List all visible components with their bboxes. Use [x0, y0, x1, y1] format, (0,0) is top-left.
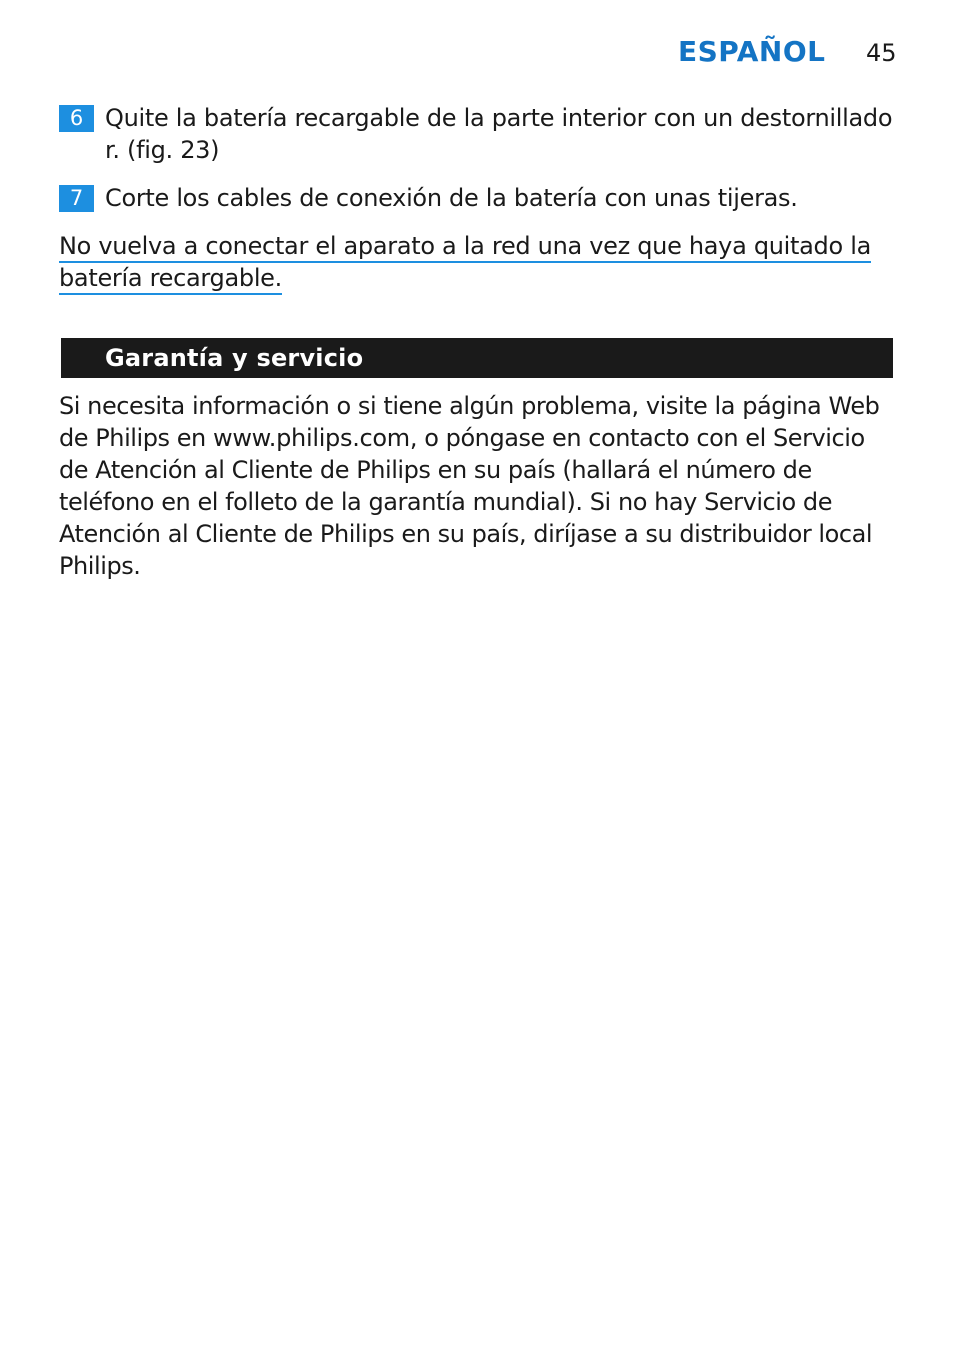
warning-note [59, 230, 879, 294]
section-title: Garantía y servicio [105, 344, 364, 372]
language-header: ESPAÑOL [678, 35, 826, 68]
body-text-start: Si necesita información o si tiene algún problema, visite la página Web de Philips en [59, 392, 880, 452]
step-text: Quite la batería recargable de la parte interior con un destornillado r. (fig. 23) [105, 104, 893, 164]
step-6 [59, 102, 899, 166]
warning-text: No vuelva a conectar el aparato a la red una vez que haya quitado la batería recargable. [59, 232, 871, 295]
section-header-bar [61, 338, 893, 378]
page-number: 45 [866, 39, 897, 67]
philips-website-link[interactable]: www.philips.com [213, 424, 410, 452]
step-7 [59, 182, 899, 214]
step-number-badge: 7 [59, 185, 94, 212]
section-body [59, 390, 899, 582]
body-text-end: , o póngase en contacto con el Servicio de Atención al Cliente de Philips en su país (hallará el número de teléfono en el folleto de la garantía mundial). Si no hay Servicio de Atención al Cliente de Philips en su país, diríjase a su distribuidor local Philips. [59, 424, 873, 580]
step-text: Corte los cables de conexión de la batería con unas tijeras. [105, 184, 798, 212]
step-number-badge: 6 [59, 105, 94, 132]
